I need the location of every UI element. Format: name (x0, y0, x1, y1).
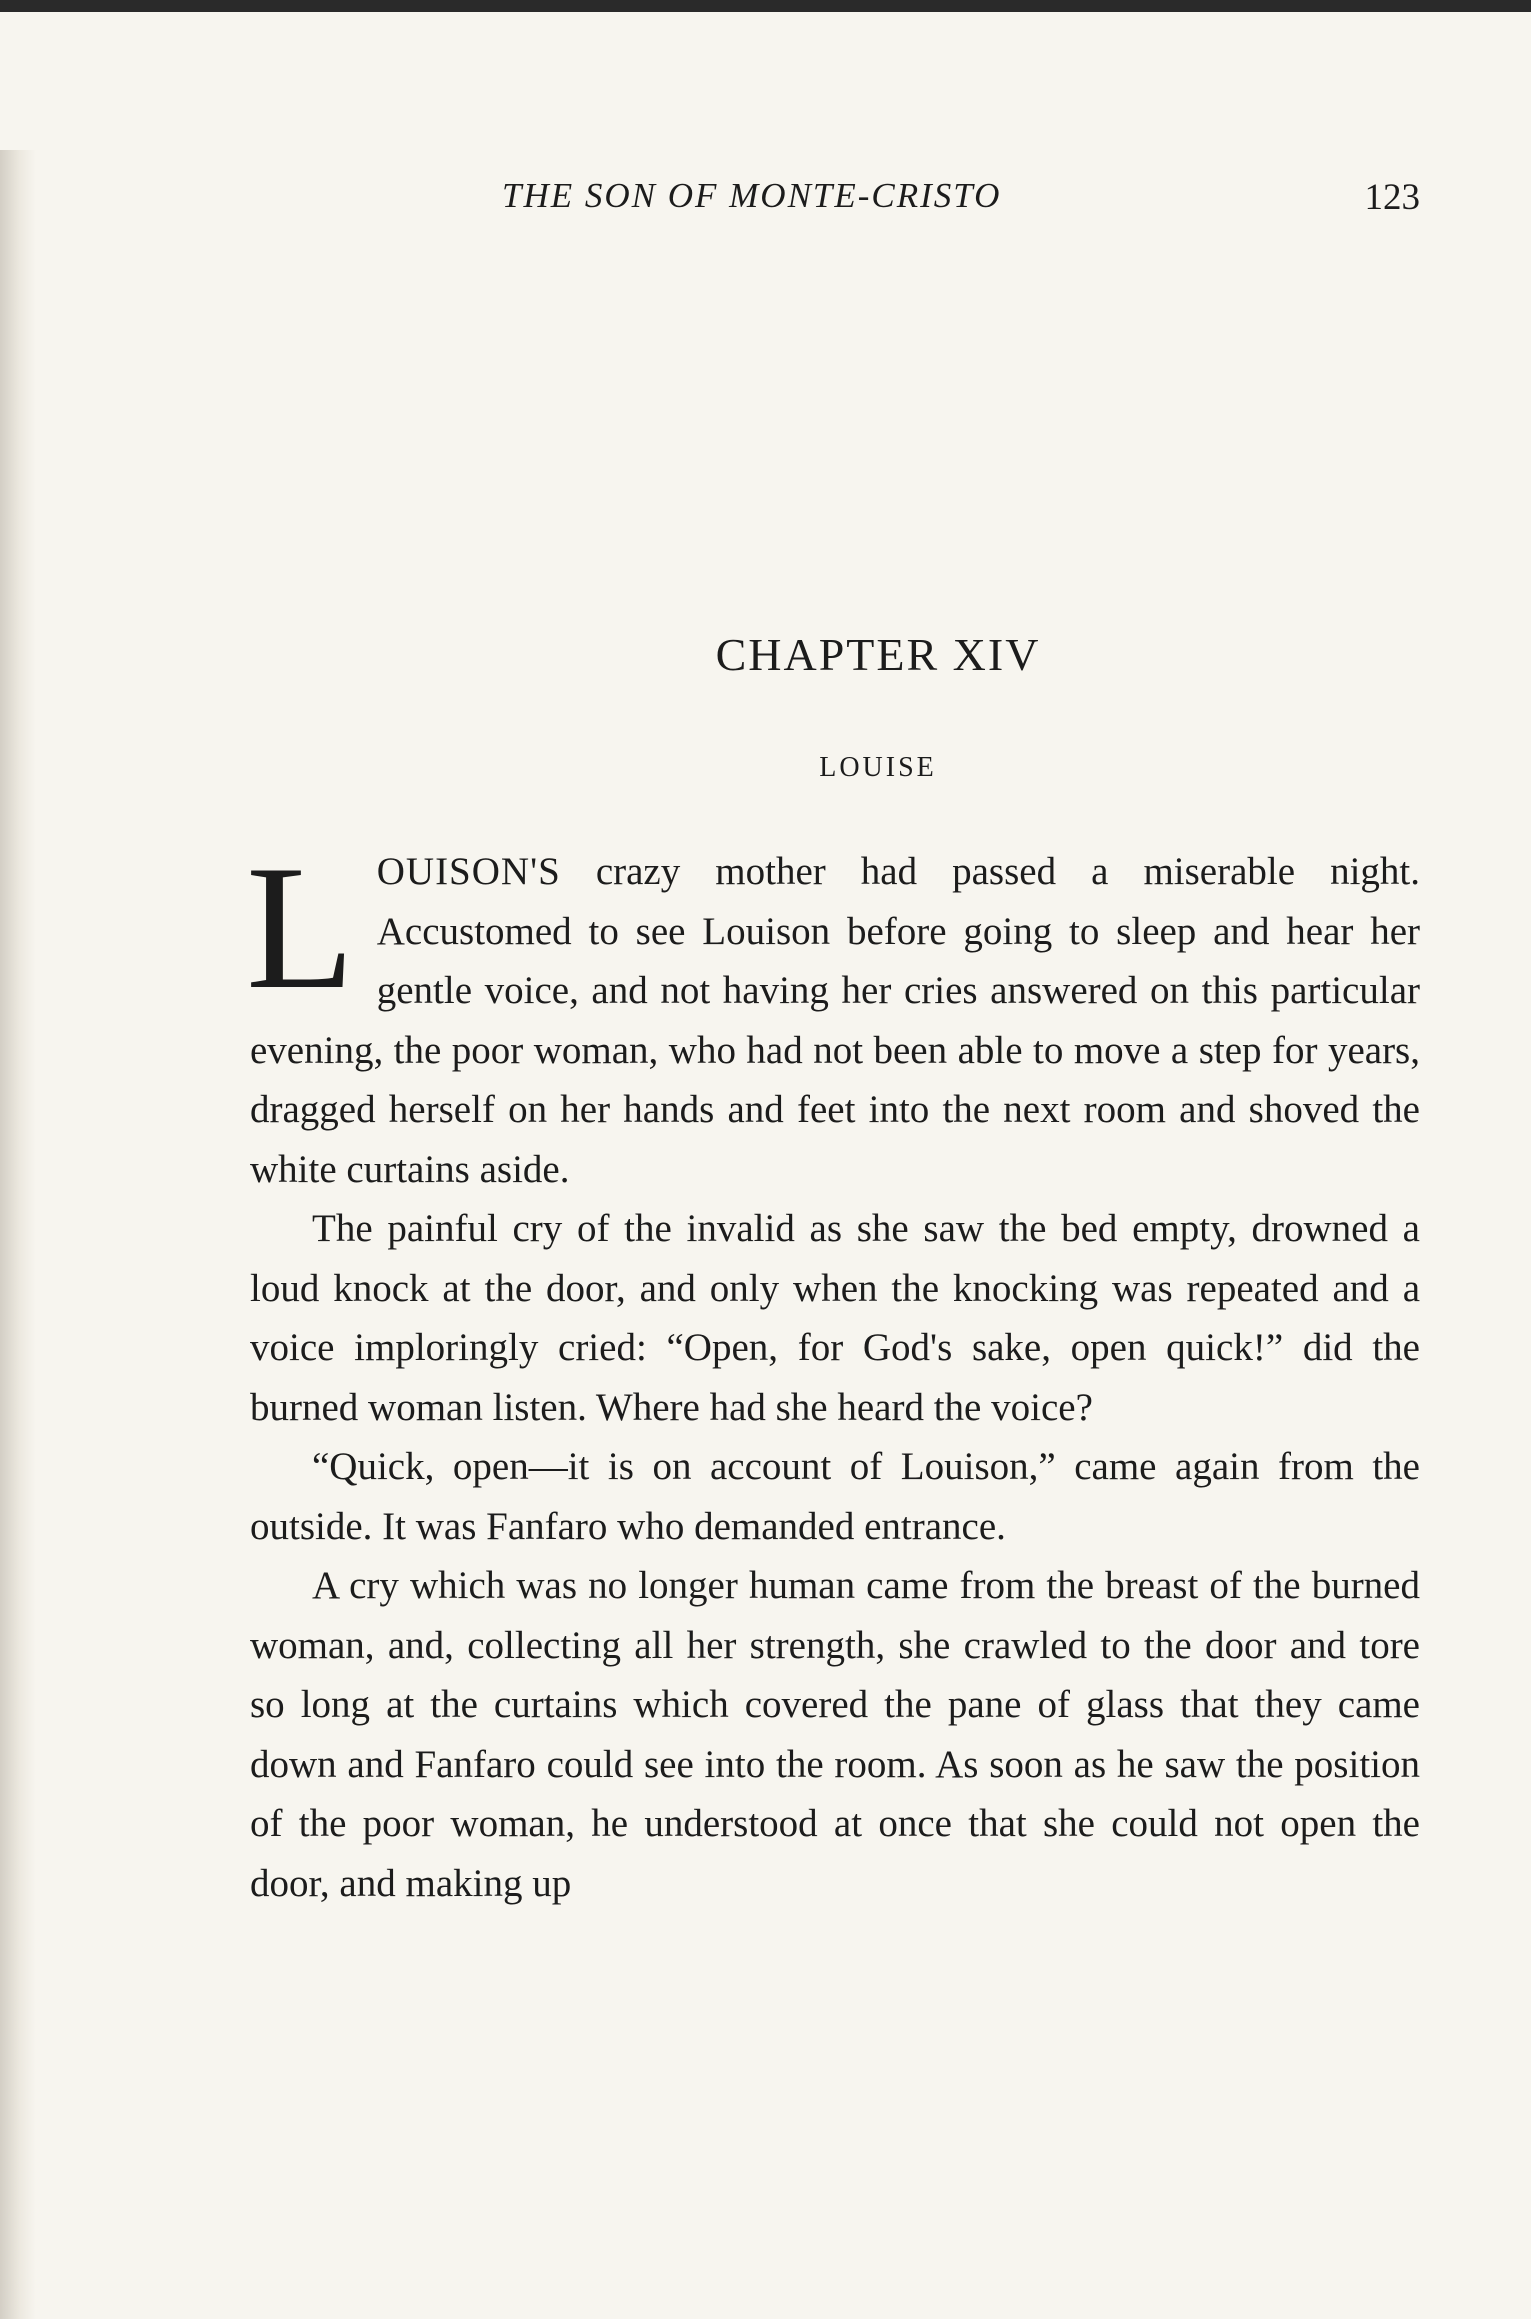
chapter-title: CHAPTER XIV (715, 629, 1041, 680)
drop-cap: L (246, 828, 355, 1026)
top-edge-rule (0, 0, 1531, 12)
binding-edge-shadow (0, 150, 36, 2319)
chapter-subtitle: LOUISE (819, 752, 937, 783)
page-number: 123 (1364, 177, 1420, 218)
running-header (250, 176, 1420, 226)
paragraph-1 (246, 828, 1420, 1199)
paragraph-3: “Quick, open—it is on account of Louison,” came again from the outside. It was Fanfaro who demanded entrance. (250, 1445, 1420, 1548)
running-title: THE SON OF MONTE-CRISTO (502, 176, 1002, 215)
paragraph-2: The painful cry of the invalid as she saw the bed empty, drowned a loud knock at the door, and only when the knocking was repeated and a voice imploringly cried: “Open, for God's sake, open quick!” did the burned woman listen. Where had she heard the voice? (250, 1207, 1420, 1429)
paragraph-4: A cry which was no longer human came from the breast of the burned woman, and, collecting all her strength, she crawled to the door and tore so long at the curtains which covered the pane of glass that they came down and Fanfaro could see into the room. As soon as he saw the position of the poor woman, he understood at once that she could not open the door, and making up (250, 1564, 1420, 1905)
body-text (246, 828, 1420, 1913)
opening-word: OUISON'S (376, 850, 561, 893)
paragraph-1-text: crazy mother had passed a miserable night. Accustomed to see Louison before going to sleep and hear her gentle voice, and not having her cries answered on this particular evening, the poor woman, who had not been able to move a step for years, dragged herself on her hands and feet into the next room and shoved the white curtains aside. (250, 850, 1420, 1191)
